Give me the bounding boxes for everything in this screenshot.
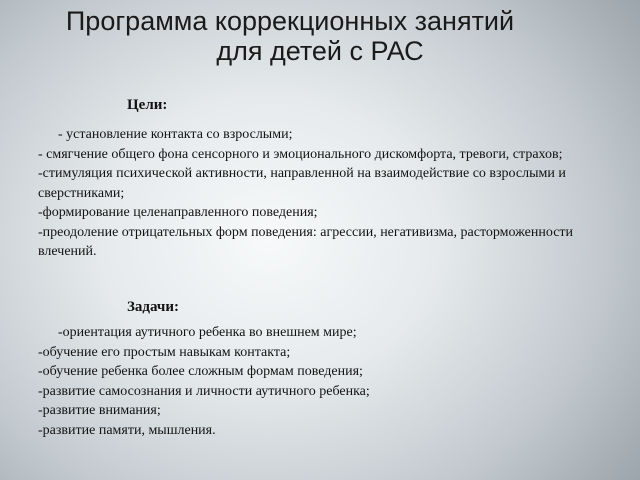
title-line-2: для детей с РАС [216,36,424,66]
task-item: -обучение ребенка более сложным формам поведения; [38,364,363,379]
task-item: -ориентация аутичного ребенка во внешнем мире; [58,325,357,340]
tasks-list [38,323,598,440]
task-item: -развитие внимания; [38,403,161,418]
tasks-heading: Задачи: [127,299,180,315]
goal-item: -стимуляция психической активности, направленной на взаимодействие со взрослыми и сверстниками; [38,166,566,201]
slide-title [0,6,640,66]
goals-heading: Цели: [127,97,168,113]
task-item: -обучение его простым навыкам контакта; [38,344,291,360]
goal-item: - установление контакта со взрослыми; [58,127,293,142]
task-item: -развитие памяти, мышления. [38,422,216,438]
task-item: -развитие самосознания и личности аутичного ребенка; [38,383,370,399]
goals-list [38,125,598,262]
title-line-1: Программа коррекционных занятий [65,6,515,36]
goal-item: -преодоление отрицательных форм поведения: агрессии, негативизма, расторможенности влечений. [38,224,574,259]
goal-item: - смягчение общего фона сенсорного и эмоционального дискомфорта, тревоги, страхов; [38,146,563,162]
goal-item: -формирование целенаправленного поведения; [38,205,318,220]
